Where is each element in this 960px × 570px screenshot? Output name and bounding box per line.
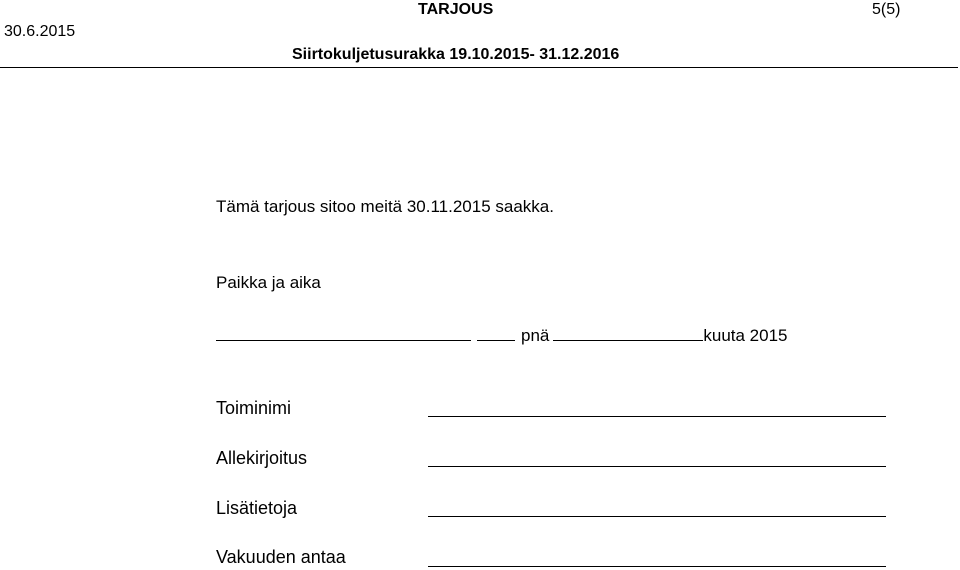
- header-divider: [0, 67, 958, 68]
- signature-line[interactable]: [428, 466, 886, 467]
- place-time-label: Paikka ja aika: [216, 273, 321, 292]
- additional-info-line[interactable]: [428, 516, 886, 517]
- company-name-line[interactable]: [428, 416, 886, 417]
- page-number: 5(5): [872, 1, 901, 18]
- signature-label: Allekirjoitus: [216, 448, 308, 468]
- month-suffix: kuuta 2015: [703, 326, 788, 345]
- place-date-line: [216, 322, 788, 346]
- place-blank[interactable]: [216, 322, 471, 341]
- guarantor-line[interactable]: [428, 566, 886, 567]
- day-suffix: pnä: [521, 326, 550, 345]
- guarantor-label: Vakuuden antaa: [216, 547, 346, 567]
- company-name-label: Toiminimi: [216, 398, 292, 418]
- document-date: 30.6.2015: [4, 23, 76, 40]
- additional-info-label: Lisätietoja: [216, 498, 298, 518]
- day-blank[interactable]: [477, 322, 515, 341]
- document-subtitle: Siirtokuljetusurakka 19.10.2015- 31.12.2016: [292, 46, 620, 63]
- document-title: TARJOUS: [418, 1, 494, 18]
- month-blank[interactable]: [553, 322, 703, 341]
- offer-validity-text: Tämä tarjous sitoo meitä 30.11.2015 saakka.: [216, 197, 554, 216]
